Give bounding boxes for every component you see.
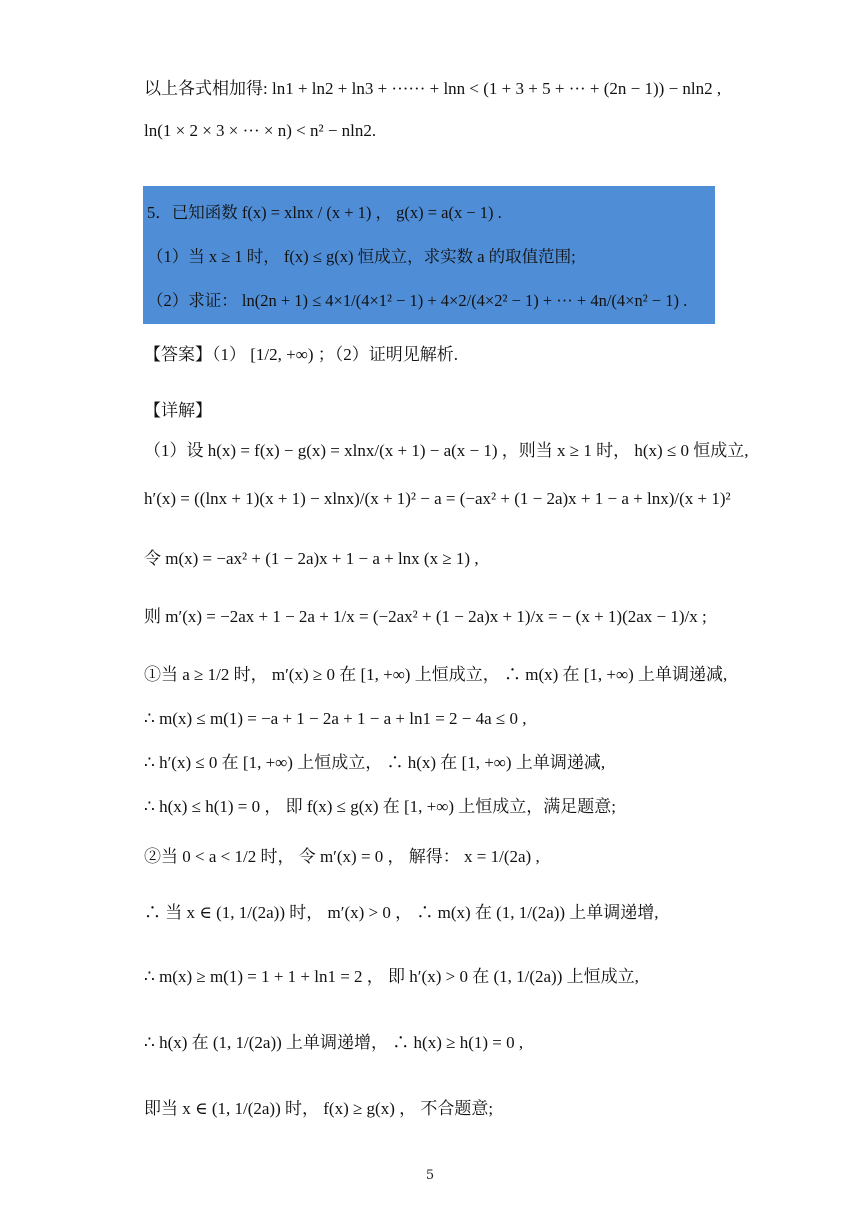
solution-line-11: ∴ m(x) ≥ m(1) = 1 + 1 + ln1 = 2 ， 即 h′(x) > 0 在 (1, 1/(2a)) 上恒成立, [144,967,639,986]
problem-part-1: （1）当 x ≥ 1 时， f(x) ≤ g(x) 恒成立，求实数 a 的取值范围; [147,247,576,266]
page-number: 5 [425,1168,435,1183]
problem-statement: 5．已知函数 f(x) = xlnx / (x + 1) ， g(x) = a(x − 1) . [147,203,502,222]
solution-line-5: ①当 a ≥ 1/2 时， m′(x) ≥ 0 在 [1, +∞) 上恒成立， ∴ m(x) 在 [1, +∞) 上单调递减, [144,665,728,684]
solution-line-6: ∴ m(x) ≤ m(1) = −a + 1 − 2a + 1 − a + ln1 = 2 − 4a ≤ 0 , [144,709,527,728]
solution-line-2: h′(x) = ((lnx + 1)(x + 1) − xlnx)/(x + 1)² − a = (−ax² + (1 − 2a)x + 1 − a + lnx)/(x + 1)² [144,489,731,508]
detail-heading: 【详解】 [144,401,212,421]
solution-line-10: ∴ 当 x ∈ (1, 1/(2a)) 时， m′(x) > 0 ， ∴ m(x) 在 (1, 1/(2a)) 上单调递增, [144,903,659,922]
solution-line-7: ∴ h′(x) ≤ 0 在 [1, +∞) 上恒成立， ∴ h(x) 在 [1, +∞) 上单调递减, [144,753,606,772]
solution-line-12: ∴ h(x) 在 (1, 1/(2a)) 上单调递增， ∴ h(x) ≥ h(1) = 0 , [144,1033,524,1052]
solution-line-8: ∴ h(x) ≤ h(1) = 0 ， 即 f(x) ≤ g(x) 在 [1, +∞) 上恒成立，满足题意; [144,797,617,816]
solution-line-4: 则 m′(x) = −2ax + 1 − 2a + 1/x = (−2ax² + (1 − 2a)x + 1)/x = − (x + 1)(2ax − 1)/x ; [144,607,707,626]
solution-line-9: ②当 0 < a < 1/2 时， 令 m′(x) = 0 ， 解得： x = 1/(2a) , [144,847,540,866]
problem-part-2: （2）求证： ln(2n + 1) ≤ 4×1/(4×1² − 1) + 4×2/(4×2² − 1) + ··· + 4n/(4×n² − 1) . [147,291,688,310]
log-product-line: ln(1 × 2 × 3 × ··· × n) < n² − nln2. [144,121,377,140]
solution-line-3: 令 m(x) = −ax² + (1 − 2a)x + 1 − a + lnx (x ≥ 1) , [144,549,479,568]
problem-box [143,186,715,324]
answer-line: 【答案】（1） [1/2, +∞) ；（2）证明见解析. [144,345,459,364]
solution-line-1: （1）设 h(x) = f(x) − g(x) = xlnx/(x + 1) − a(x − 1) ，则当 x ≥ 1 时， h(x) ≤ 0 恒成立, [144,441,749,460]
solution-line-13: 即当 x ∈ (1, 1/(2a)) 时， f(x) ≥ g(x) ， 不合题意; [144,1099,494,1118]
sum-line: 以上各式相加得: ln1 + ln2 + ln3 + ······ + lnn < (1 + 3 + 5 + ··· + (2n − 1)) − nln2 , [144,79,722,98]
